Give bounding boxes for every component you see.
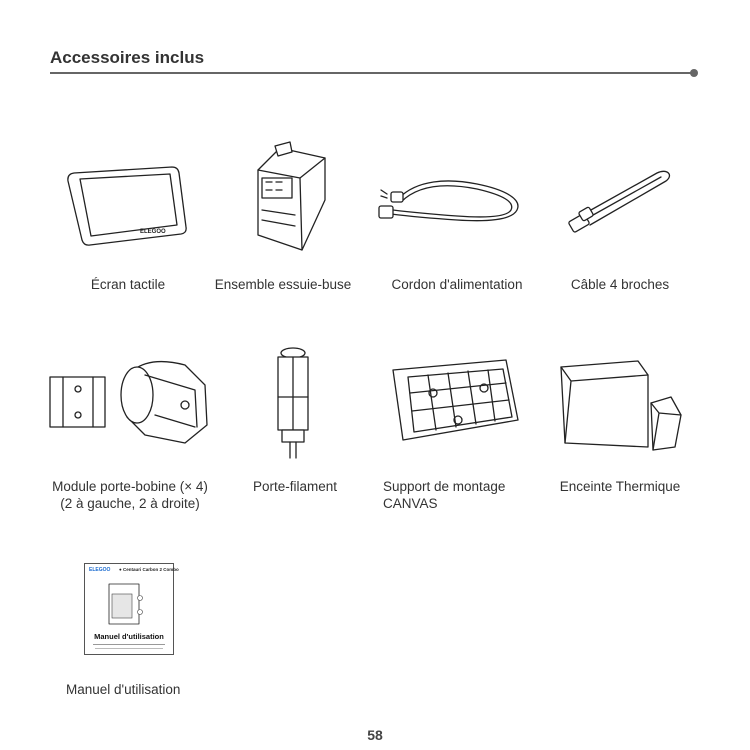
filament-holder-icon: [268, 345, 318, 460]
caption-spool-line1: Module porte-bobine (× 4): [52, 479, 208, 494]
caption-user-manual: Manuel d'utilisation: [66, 682, 181, 697]
caption-touchscreen: Écran tactile: [90, 277, 166, 292]
canvas-mount-bracket-icon: [388, 355, 523, 445]
caption-spool-holder-module: [52, 478, 208, 512]
user-manual-icon: [84, 563, 179, 655]
spool-holder-module-icon: [45, 355, 215, 445]
page-number: 58: [367, 727, 383, 743]
manual-fine-print-line: [93, 644, 165, 645]
caption-canvas-line1: Support de montage: [383, 479, 506, 494]
svg-text:ELEGOO: ELEGOO: [140, 229, 166, 235]
thermal-enclosure-icon: [553, 355, 688, 455]
title-divider: [50, 72, 693, 74]
caption-spool-line2: (2 à gauche, 2 à droite): [60, 496, 200, 511]
section-title: Accessoires inclus: [50, 48, 205, 67]
caption-power-cord: Cordon d'alimentation: [391, 277, 523, 292]
manual-fine-print-line: [95, 648, 163, 649]
caption-four-pin-cable: Câble 4 broches: [570, 277, 670, 292]
divider-dot: [690, 69, 698, 77]
manual-product: ● Centauri Carbon 2 Combo: [119, 567, 179, 572]
power-cord-icon: [377, 170, 527, 230]
manual-cover-title: Manuel d'utilisation: [94, 632, 164, 641]
nozzle-wiper-icon: [240, 140, 330, 255]
caption-filament-holder: Porte-filament: [252, 479, 338, 494]
touchscreen-icon: [60, 165, 190, 250]
caption-canvas-mount: [383, 478, 505, 512]
four-pin-cable-icon: [562, 165, 682, 245]
manual-brand: ELEGOO: [89, 567, 111, 573]
caption-canvas-line2: CANVAS: [383, 496, 438, 511]
caption-nozzle-wiper: Ensemble essuie-buse: [214, 277, 352, 292]
caption-thermal-enclosure: Enceinte Thermique: [559, 479, 681, 494]
manual-printer-image-icon: [105, 578, 145, 626]
